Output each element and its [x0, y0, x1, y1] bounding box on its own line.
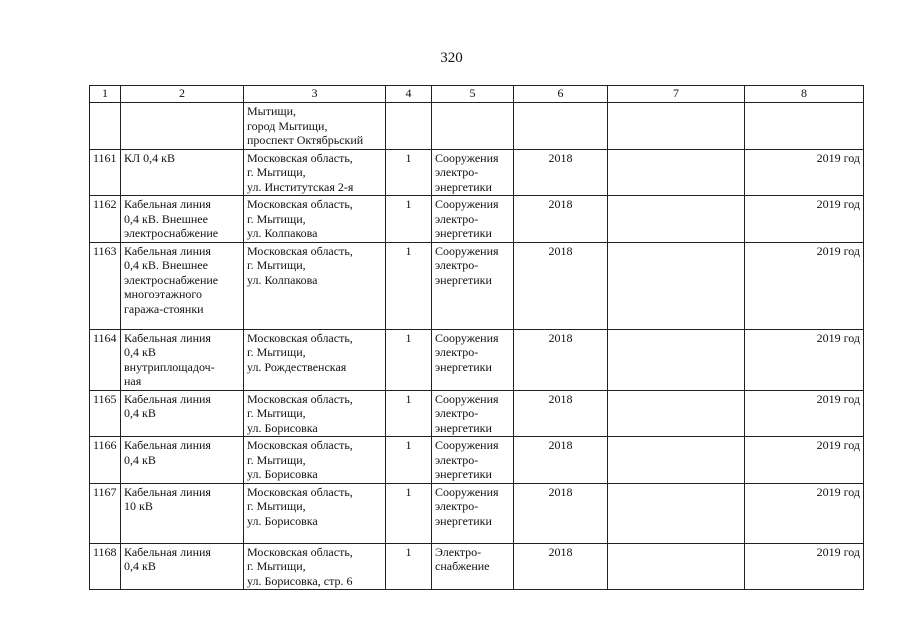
row-number-cell: 1161	[90, 149, 121, 196]
page-number: 320	[440, 50, 463, 66]
row-number-cell: 1164	[90, 329, 121, 390]
address-cell: Московская область, г. Мытищи, ул. Рождественская	[244, 329, 386, 390]
quantity-cell: 1	[386, 483, 432, 543]
address-cell: Московская область, г. Мытищи, ул. Институтская 2-я	[244, 149, 386, 196]
column-header: 4	[386, 86, 432, 103]
date-cell: 2019 год	[745, 196, 864, 243]
table-row	[90, 437, 864, 484]
type-cell: Сооружения электро- энергетики	[432, 329, 514, 390]
row-number-cell: 1168	[90, 543, 121, 590]
type-cell: Сооружения электро- энергетики	[432, 437, 514, 484]
date-cell: 2019 год	[745, 390, 864, 437]
date-cell: 2019 год	[745, 543, 864, 590]
year-cell: 2018	[514, 437, 608, 484]
quantity-cell: 1	[386, 196, 432, 243]
column-header: 3	[244, 86, 386, 103]
name-cell: Кабельная линия 0,4 кВ	[121, 390, 244, 437]
table-cell	[608, 149, 745, 196]
table-cell	[608, 543, 745, 590]
date-cell: 2019 год	[745, 483, 864, 543]
quantity-cell: 1	[386, 149, 432, 196]
table-cell	[608, 329, 745, 390]
table-row	[90, 390, 864, 437]
column-header: 6	[514, 86, 608, 103]
table-row	[90, 149, 864, 196]
address-cell: Московская область, г. Мытищи, ул. Колпакова	[244, 242, 386, 329]
name-cell: КЛ 0,4 кВ	[121, 149, 244, 196]
address-cell: Московская область, г. Мытищи, ул. Борисовка	[244, 483, 386, 543]
table-cell	[745, 103, 864, 150]
table-header-row	[90, 86, 864, 103]
table-cell	[432, 103, 514, 150]
row-number-cell: 1167	[90, 483, 121, 543]
row-number-cell: 1165	[90, 390, 121, 437]
date-cell: 2019 год	[745, 149, 864, 196]
date-cell: 2019 год	[745, 242, 864, 329]
quantity-cell: 1	[386, 437, 432, 484]
year-cell: 2018	[514, 196, 608, 243]
address-cell: Московская область, г. Мытищи, ул. Колпакова	[244, 196, 386, 243]
type-cell: Сооружения электро- энергетики	[432, 149, 514, 196]
date-cell: 2019 год	[745, 437, 864, 484]
row-number-cell: 1163	[90, 242, 121, 329]
type-cell: Сооружения электро- энергетики	[432, 390, 514, 437]
column-header: 8	[745, 86, 864, 103]
year-cell: 2018	[514, 390, 608, 437]
table-row	[90, 242, 864, 329]
table-row	[90, 483, 864, 543]
row-number-cell: 1166	[90, 437, 121, 484]
year-cell: 2018	[514, 483, 608, 543]
column-header: 7	[608, 86, 745, 103]
quantity-cell: 1	[386, 242, 432, 329]
name-cell: Кабельная линия 10 кВ	[121, 483, 244, 543]
type-cell: Сооружения электро- энергетики	[432, 483, 514, 543]
row-number-cell: 1162	[90, 196, 121, 243]
table-cell	[386, 103, 432, 150]
table-cell	[608, 103, 745, 150]
table-cell	[608, 437, 745, 484]
continuation-row	[90, 103, 864, 150]
table-cell	[90, 103, 121, 150]
quantity-cell: 1	[386, 329, 432, 390]
name-cell: Кабельная линия 0,4 кВ. Внешнее электроснабжение	[121, 196, 244, 243]
address-cell: Московская область, г. Мытищи, ул. Борисовка	[244, 390, 386, 437]
table-cell	[608, 390, 745, 437]
address-cell: Мытищи, город Мытищи, проспект Октябрьский	[244, 103, 386, 150]
table-cell	[514, 103, 608, 150]
type-cell: Сооружения электро- энергетики	[432, 242, 514, 329]
table-row	[90, 543, 864, 590]
column-header: 1	[90, 86, 121, 103]
name-cell: Кабельная линия 0,4 кВ. Внешнее электроснабжение многоэтажного гаража-стоянки	[121, 242, 244, 329]
address-cell: Московская область, г. Мытищи, ул. Борисовка, стр. 6	[244, 543, 386, 590]
table-cell	[121, 103, 244, 150]
type-cell: Сооружения электро- энергетики	[432, 196, 514, 243]
date-cell: 2019 год	[745, 329, 864, 390]
address-cell: Московская область, г. Мытищи, ул. Борисовка	[244, 437, 386, 484]
table-row	[90, 329, 864, 390]
table-cell	[608, 242, 745, 329]
name-cell: Кабельная линия 0,4 кВ	[121, 437, 244, 484]
year-cell: 2018	[514, 329, 608, 390]
quantity-cell: 1	[386, 390, 432, 437]
quantity-cell: 1	[386, 543, 432, 590]
year-cell: 2018	[514, 149, 608, 196]
name-cell: Кабельная линия 0,4 кВ	[121, 543, 244, 590]
name-cell: Кабельная линия 0,4 кВ внутриплощадоч- ная	[121, 329, 244, 390]
table-row	[90, 196, 864, 243]
table-cell	[608, 196, 745, 243]
column-header: 2	[121, 86, 244, 103]
year-cell: 2018	[514, 543, 608, 590]
column-header: 5	[432, 86, 514, 103]
year-cell: 2018	[514, 242, 608, 329]
type-cell: Электро- снабжение	[432, 543, 514, 590]
registry-table	[89, 85, 864, 590]
table-cell	[608, 483, 745, 543]
